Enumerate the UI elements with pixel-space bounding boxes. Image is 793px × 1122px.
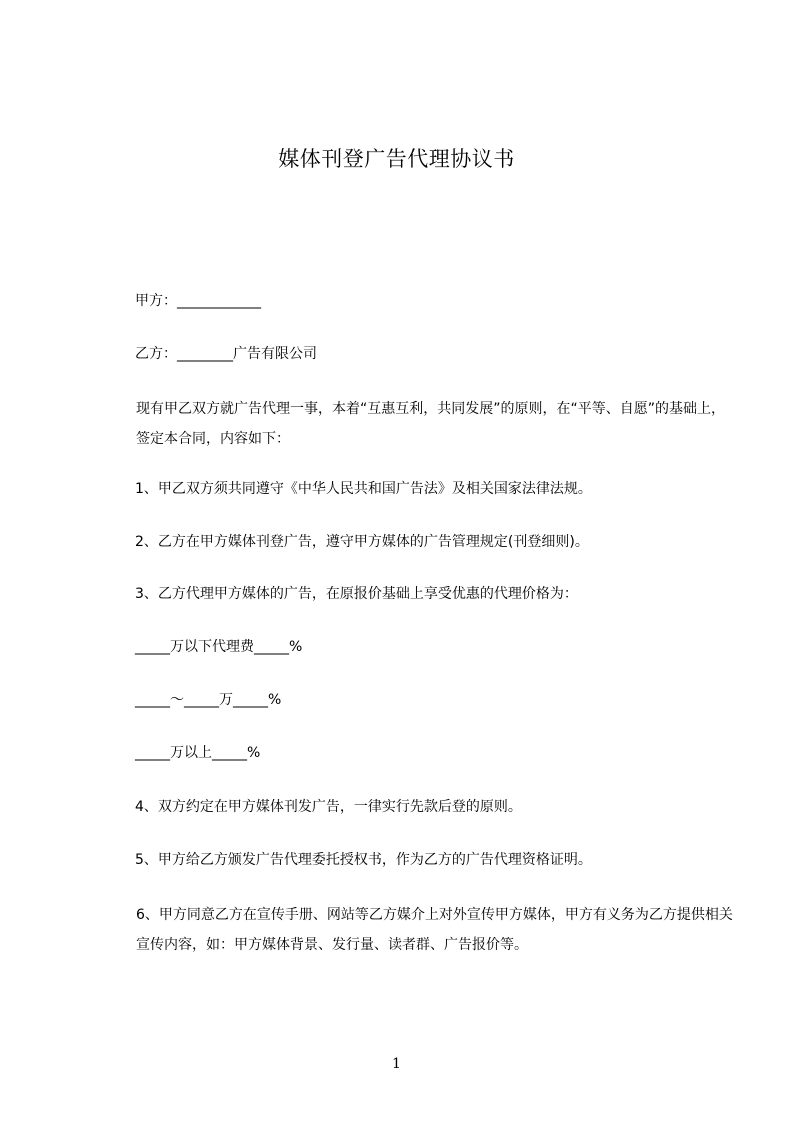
intro-paragraph: 现有甲乙双方就广告代理一事，本着“互惠互利，共同发展”的原则，在“平等、自愿”的基础上，签定本合同，内容如下： (136, 401, 726, 447)
party-b-line: 乙方：________广告有限公司 (135, 346, 317, 362)
rate-line-1: _____万以下代理费_____% (135, 639, 303, 655)
clause-1: 1、甲乙双方须共同遵守《中华人民共和国广告法》及相关国家法律法规。 (135, 481, 592, 497)
page-number: 1 (392, 1056, 401, 1072)
rate-line-3: _____万以上_____% (135, 745, 261, 761)
clause-3: 3、乙方代理甲方媒体的广告，在原报价基础上享受优惠的代理价格为： (135, 586, 578, 602)
clause-4: 4、双方约定在甲方媒体刊发广告，一律实行先款后登的原则。 (135, 799, 522, 815)
party-a-line: 甲方：____________ (135, 293, 261, 309)
clause-6: 6、甲方同意乙方在宣传手册、网站等乙方媒介上对外宣传甲方媒体，甲方有义务为乙方提供相关宣传内容，如：甲方媒体背景、发行量、读者群、广告报价等。 (136, 907, 733, 953)
clause-2: 2、乙方在甲方媒体刊登广告，遵守甲方媒体的广告管理规定(刊登细则)。 (135, 534, 589, 550)
document-title: 媒体刊登广告代理协议书 (278, 147, 515, 171)
clause-5: 5、甲方给乙方颁发广告代理委托授权书，作为乙方的广告代理资格证明。 (135, 852, 592, 868)
rate-line-2: _____～_____万_____% (135, 692, 282, 708)
